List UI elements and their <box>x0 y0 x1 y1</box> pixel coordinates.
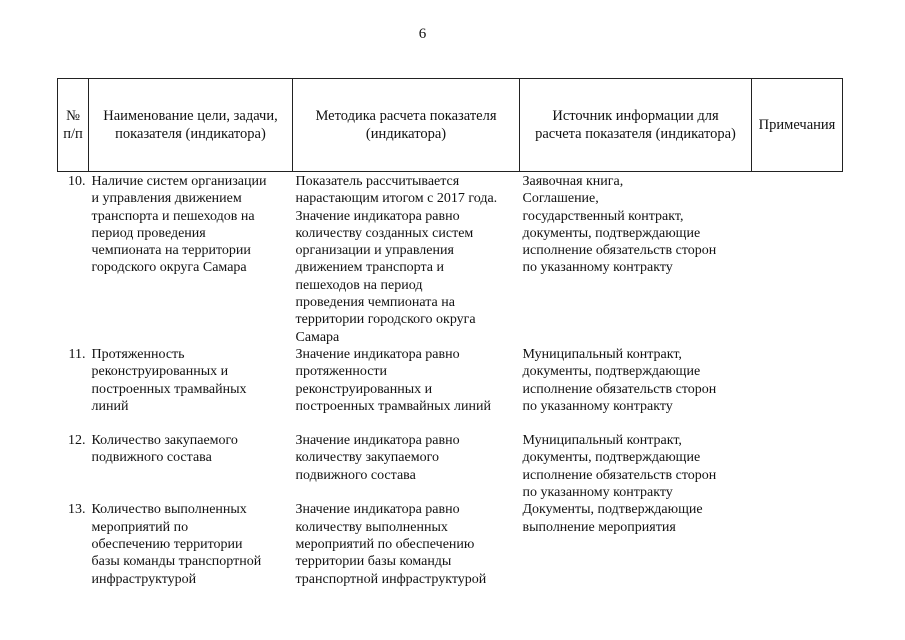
cell-line: Количество выполненных <box>91 502 247 518</box>
cell-line: Соглашение, <box>522 191 599 207</box>
cell-line: городского округа Самара <box>91 260 247 276</box>
cell-line: Заявочная книга, <box>522 174 624 189</box>
cell-line: чемпионата на территории <box>91 243 251 259</box>
row-number: 13. <box>68 502 86 518</box>
cell-line: по указанному контракту <box>522 260 673 276</box>
cell-line: Показатель рассчитывается <box>295 174 460 189</box>
row-spacer <box>58 588 843 605</box>
cell-line: период проведения <box>91 225 206 241</box>
cell-line: территории городского округа <box>295 312 476 328</box>
header-notes: Примечания <box>752 79 843 172</box>
row-number: 12. <box>68 433 86 449</box>
header-name: Наименование цели, задачи, показателя (индикатора) <box>89 79 293 172</box>
cell-notes <box>752 172 843 346</box>
cell-method <box>293 172 520 346</box>
cell-line: исполнение обязательств сторон <box>522 381 717 397</box>
row-number: 10. <box>68 174 86 189</box>
cell-line: Наличие систем организации <box>91 174 267 189</box>
cell-line: количеству закупаемого <box>295 450 439 466</box>
cell-line: транспорта и пешеходов на <box>91 208 255 224</box>
cell-line: по указанному контракту <box>522 398 673 414</box>
cell-line: исполнение обязательств сторон <box>522 243 717 259</box>
cell-line: подвижного состава <box>91 450 212 466</box>
cell-line: организации и управления <box>295 243 454 259</box>
header-method: Методика расчета показателя (индикатора) <box>293 79 520 172</box>
cell-line: обеспечению территории <box>91 536 243 552</box>
cell-line: построенных трамвайных <box>91 381 247 397</box>
cell-line: построенных трамвайных линий <box>295 398 491 414</box>
cell-line: нарастающим итогом с 2017 года. <box>295 191 498 207</box>
cell-line: Муниципальный контракт, <box>522 346 682 362</box>
cell-method <box>293 432 520 501</box>
cell-line: Значение индикатора равно <box>295 208 460 224</box>
cell-method <box>293 346 520 415</box>
cell-line: исполнение обязательств сторон <box>522 467 717 483</box>
header-source: Источник информации для расчета показателя (индикатора) <box>520 79 752 172</box>
cell-line: документы, подтверждающие <box>522 364 701 380</box>
cell-line: транспортной инфраструктурой <box>295 571 487 587</box>
cell-line: пешеходов на период <box>295 277 423 293</box>
cell-source <box>520 346 752 415</box>
cell-line: подвижного состава <box>295 467 416 483</box>
cell-line: Самара <box>295 329 340 345</box>
cell-line: Документы, подтверждающие <box>522 502 703 518</box>
cell-line: выполнение мероприятия <box>522 519 676 535</box>
table-row <box>58 432 843 501</box>
page-number: 6 <box>418 26 427 42</box>
cell-line: количеству созданных систем <box>295 225 474 241</box>
cell-line: документы, подтверждающие <box>522 450 701 466</box>
cell-line: Муниципальный контракт, <box>522 433 682 449</box>
table-row <box>58 172 843 346</box>
cell-line: мероприятий по обеспечению <box>295 536 475 552</box>
cell-source <box>520 432 752 501</box>
cell-line: территории базы команды <box>295 554 452 570</box>
cell-name <box>89 432 293 501</box>
row-spacer <box>58 415 843 432</box>
cell-line: базы команды транспортной <box>91 554 262 570</box>
cell-line: реконструированных и <box>295 381 433 397</box>
cell-line: Значение индикатора равно <box>295 433 460 449</box>
cell-line: государственный контракт, <box>522 208 684 224</box>
cell-notes <box>752 501 843 587</box>
cell-line: Количество закупаемого <box>91 433 238 449</box>
cell-line: Значение индикатора равно <box>295 346 460 362</box>
cell-name <box>89 346 293 415</box>
cell-line: Протяженность <box>91 346 185 362</box>
cell-method <box>293 501 520 587</box>
table-row <box>58 346 843 415</box>
cell-notes <box>752 432 843 501</box>
cell-line: протяженности <box>295 364 388 380</box>
cell-source <box>520 501 752 587</box>
cell-name <box>89 501 293 587</box>
cell-line: количеству выполненных <box>295 519 448 535</box>
cell-line: движением транспорта и <box>295 260 444 276</box>
cell-line: Значение индикатора равно <box>295 502 460 518</box>
table-header-row <box>58 79 843 172</box>
cell-line: и управления движением <box>91 191 242 207</box>
cell-line: документы, подтверждающие <box>522 225 701 241</box>
cell-line: мероприятий по <box>91 519 189 535</box>
cell-notes <box>752 346 843 415</box>
header-number: № п/п <box>58 79 89 172</box>
cell-line: реконструированных и <box>91 364 229 380</box>
cell-source <box>520 172 752 346</box>
cell-line: проведения чемпионата на <box>295 295 455 311</box>
cell-name <box>89 172 293 346</box>
row-number: 11. <box>68 346 86 362</box>
indicator-table <box>57 78 843 605</box>
cell-line: линий <box>91 398 129 414</box>
cell-line: по указанному контракту <box>522 485 673 501</box>
table-row <box>58 501 843 587</box>
cell-line: инфраструктурой <box>91 571 197 587</box>
